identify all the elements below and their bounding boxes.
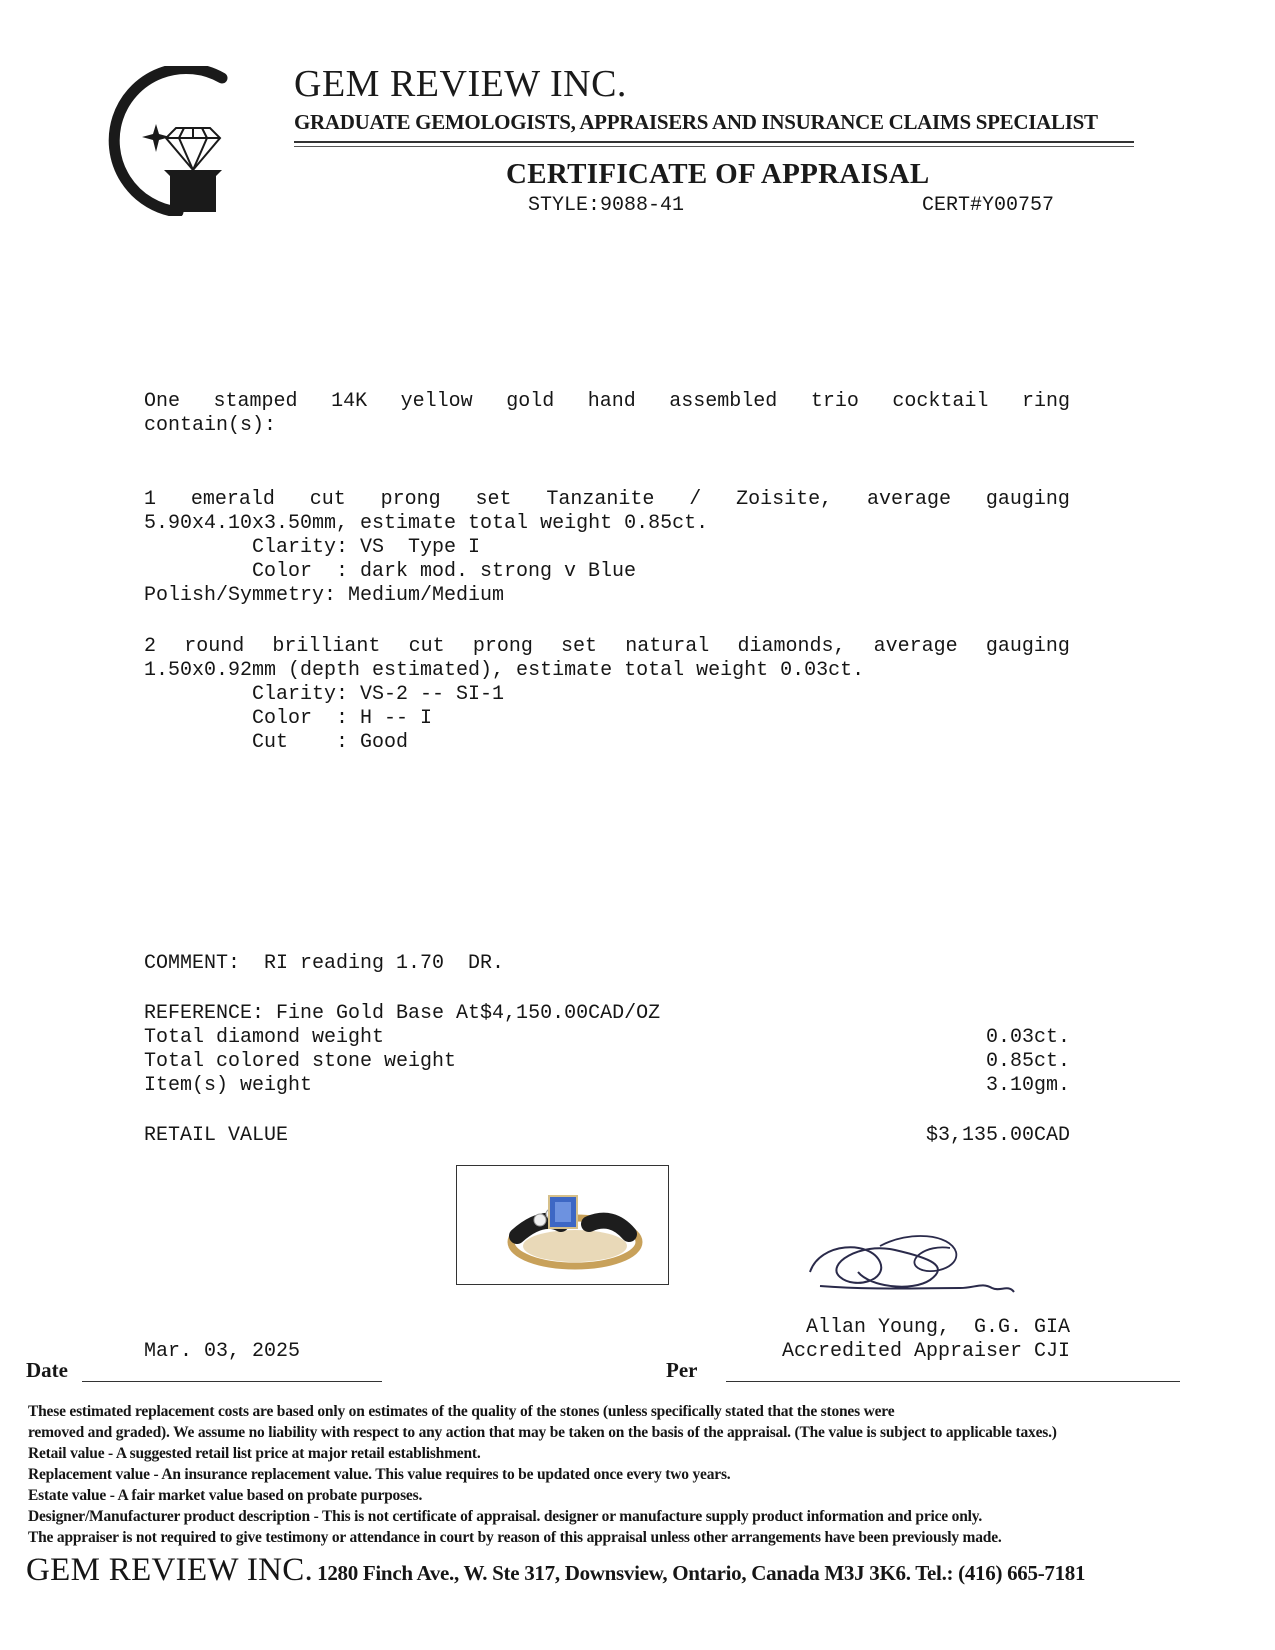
appraiser-title: Accredited Appraiser CJI	[781, 1340, 1070, 1363]
disclaimer-line: Retail value - A suggested retail list price at major retail establishment.	[28, 1445, 481, 1462]
per-label: Per	[666, 1358, 698, 1382]
appraiser-name: Allan Young, G.G. GIA	[805, 1316, 1070, 1339]
ring-description: One stamped 14K yellow gold hand assembled trio cocktail ring	[144, 390, 1070, 413]
date-line	[82, 1381, 382, 1382]
tanzanite-measurements: 5.90x4.10x3.50mm, estimate total weight 0.85ct.	[144, 512, 709, 535]
diamonds-clarity: Clarity: VS-2 -- SI-1	[252, 683, 505, 706]
total-colored-stone-weight-label: Total colored stone weight	[144, 1050, 457, 1073]
tanzanite-color: Color : dark mod. strong v Blue	[252, 560, 637, 583]
per-line	[726, 1381, 1180, 1382]
gem-review-logo	[104, 66, 246, 216]
appraiser-signature	[800, 1232, 1040, 1312]
disclaimer-line: These estimated replacement costs are based only on estimates of the quality of the stones (unless specifically stated that the stones were	[28, 1403, 895, 1420]
disclaimer-line: Replacement value - An insurance replacement value. This value requires to be updated once every two years.	[28, 1466, 731, 1483]
tanzanite-polish: Polish/Symmetry: Medium/Medium	[144, 584, 505, 607]
comment: COMMENT: RI reading 1.70 DR.	[144, 952, 505, 975]
tanzanite-clarity: Clarity: VS Type I	[252, 536, 481, 559]
diamonds-measurements: 1.50x0.92mm (depth estimated), estimate total weight 0.03ct.	[144, 659, 865, 682]
appraisal-date: Mar. 03, 2025	[144, 1340, 301, 1363]
ring-image	[457, 1166, 668, 1284]
footer	[26, 1552, 1085, 1589]
date-label: Date	[26, 1358, 68, 1382]
item-weight-value: 3.10gm.	[985, 1074, 1070, 1097]
disclaimer-line: The appraiser is not required to give testimony or attendance in court by reason of this appraisal unless other arrangements have been previously made.	[28, 1529, 1002, 1546]
diamonds-description: 2 round brilliant cut prong set natural diamonds, average gauging	[144, 635, 1070, 658]
certificate-title: CERTIFICATE OF APPRAISAL	[506, 158, 930, 190]
style-number: STYLE:9088-41	[528, 194, 685, 217]
diamonds-cut: Cut : Good	[252, 731, 409, 754]
retail-value-amount: $3,135.00CAD	[925, 1124, 1070, 1147]
retail-value-label: RETAIL VALUE	[144, 1124, 289, 1147]
total-diamond-weight-label: Total diamond weight	[144, 1026, 385, 1049]
total-colored-stone-weight-value: 0.85ct.	[985, 1050, 1070, 1073]
ring-description-cont: contain(s):	[144, 414, 277, 437]
header-rule	[294, 141, 1134, 143]
disclaimer-line: Estate value - A fair market value based on probate purposes.	[28, 1487, 423, 1504]
header-rule	[294, 146, 1134, 147]
disclaimer-line: Designer/Manufacturer product description - This is not certificate of appraisal. designer or manufacture supply product information and price only.	[28, 1508, 983, 1525]
tanzanite-description: 1 emerald cut prong set Tanzanite / Zoisite, average gauging	[144, 488, 1070, 511]
company-name: GEM REVIEW INC.	[294, 63, 627, 105]
ring-photo	[456, 1165, 669, 1285]
disclaimer-line: removed and graded). We assume no liability with respect to any action that may be taken on the basis of the appraisal. (The value is subject to applicable taxes.)	[28, 1424, 1057, 1441]
footer-company-name: GEM REVIEW INC.	[26, 1552, 314, 1588]
reference: REFERENCE: Fine Gold Base At$4,150.00CAD/OZ	[144, 1002, 661, 1025]
footer-address: 1280 Finch Ave., W. Ste 317, Downsview, Ontario, Canada M3J 3K6. Tel.: (416) 665-7181	[317, 1561, 1086, 1585]
total-diamond-weight-value: 0.03ct.	[985, 1026, 1070, 1049]
diamonds-color: Color : H -- I	[252, 707, 433, 730]
item-weight-label: Item(s) weight	[144, 1074, 313, 1097]
company-tagline: GRADUATE GEMOLOGISTS, APPRAISERS AND INSURANCE CLAIMS SPECIALIST	[294, 110, 1098, 134]
cert-number: CERT#Y00757	[922, 194, 1055, 217]
